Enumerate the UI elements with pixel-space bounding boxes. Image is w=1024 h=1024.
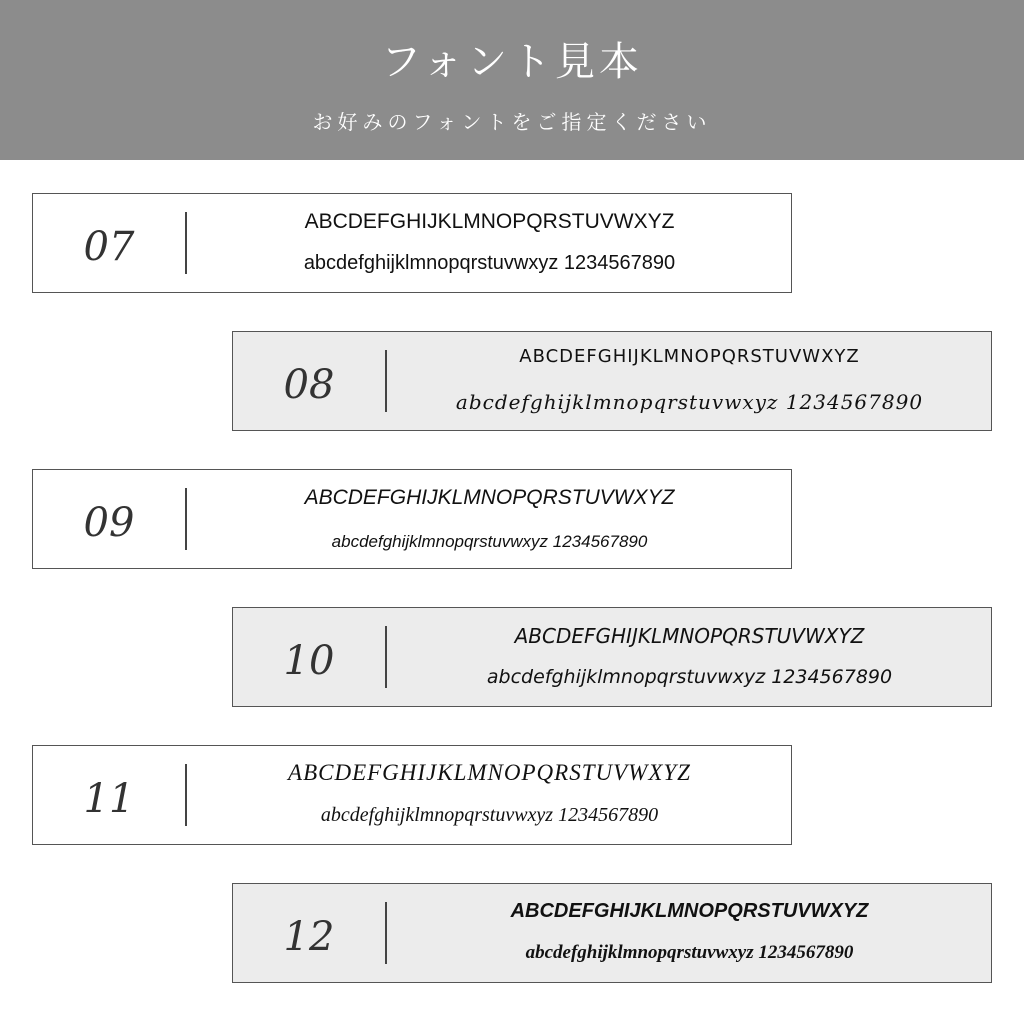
page-subtitle: お好みのフォントをご指定ください	[312, 110, 712, 134]
lowercase-sample: abcdefghijklmnopqrstuvwxyz 1234567890	[455, 390, 924, 414]
lowercase-sample: abcdefghijklmnopqrstuvwxyz 1234567890	[525, 942, 854, 963]
font-sample-text	[388, 884, 991, 982]
font-number: 07	[83, 224, 135, 270]
divider	[385, 902, 387, 964]
font-sample-card	[32, 193, 792, 293]
font-sample-text	[388, 332, 991, 430]
font-sample-card	[232, 607, 992, 707]
divider	[185, 764, 187, 826]
font-number: 09	[83, 500, 135, 546]
font-sample-card	[232, 883, 992, 983]
divider	[185, 488, 187, 550]
font-sample-text	[188, 746, 791, 844]
font-sample-card	[232, 331, 992, 431]
font-sample-text	[188, 470, 791, 568]
uppercase-sample: ABCDEFGHIJKLMNOPQRSTUVWXYZ	[288, 760, 691, 785]
lowercase-sample: abcdefghijklmnopqrstuvwxyz 1234567890	[303, 252, 676, 274]
uppercase-sample: ABCDEFGHIJKLMNOPQRSTUVWXYZ	[510, 900, 869, 922]
header-banner	[0, 0, 1024, 160]
lowercase-sample: abcdefghijklmnopqrstuvwxyz 1234567890	[486, 666, 893, 688]
divider	[185, 212, 187, 274]
font-sample-card	[32, 469, 792, 569]
font-number: 11	[83, 776, 135, 822]
uppercase-sample: ABCDEFGHIJKLMNOPQRSTUVWXYZ	[519, 346, 860, 367]
font-number: 12	[283, 914, 335, 960]
divider	[385, 350, 387, 412]
lowercase-sample: abcdefghijklmnopqrstuvwxyz 1234567890	[331, 532, 648, 551]
lowercase-sample: abcdefghijklmnopqrstuvwxyz 1234567890	[320, 804, 659, 826]
page-title: フォント見本	[381, 39, 643, 85]
uppercase-sample: ABCDEFGHIJKLMNOPQRSTUVWXYZ	[304, 486, 675, 509]
uppercase-sample: ABCDEFGHIJKLMNOPQRSTUVWXYZ	[514, 624, 865, 648]
font-sample-text	[188, 194, 791, 292]
uppercase-sample: ABCDEFGHIJKLMNOPQRSTUVWXYZ	[304, 210, 675, 233]
font-sample-card	[32, 745, 792, 845]
divider	[385, 626, 387, 688]
font-number: 08	[283, 362, 335, 408]
font-sample-text	[388, 608, 991, 706]
font-number: 10	[283, 638, 335, 684]
